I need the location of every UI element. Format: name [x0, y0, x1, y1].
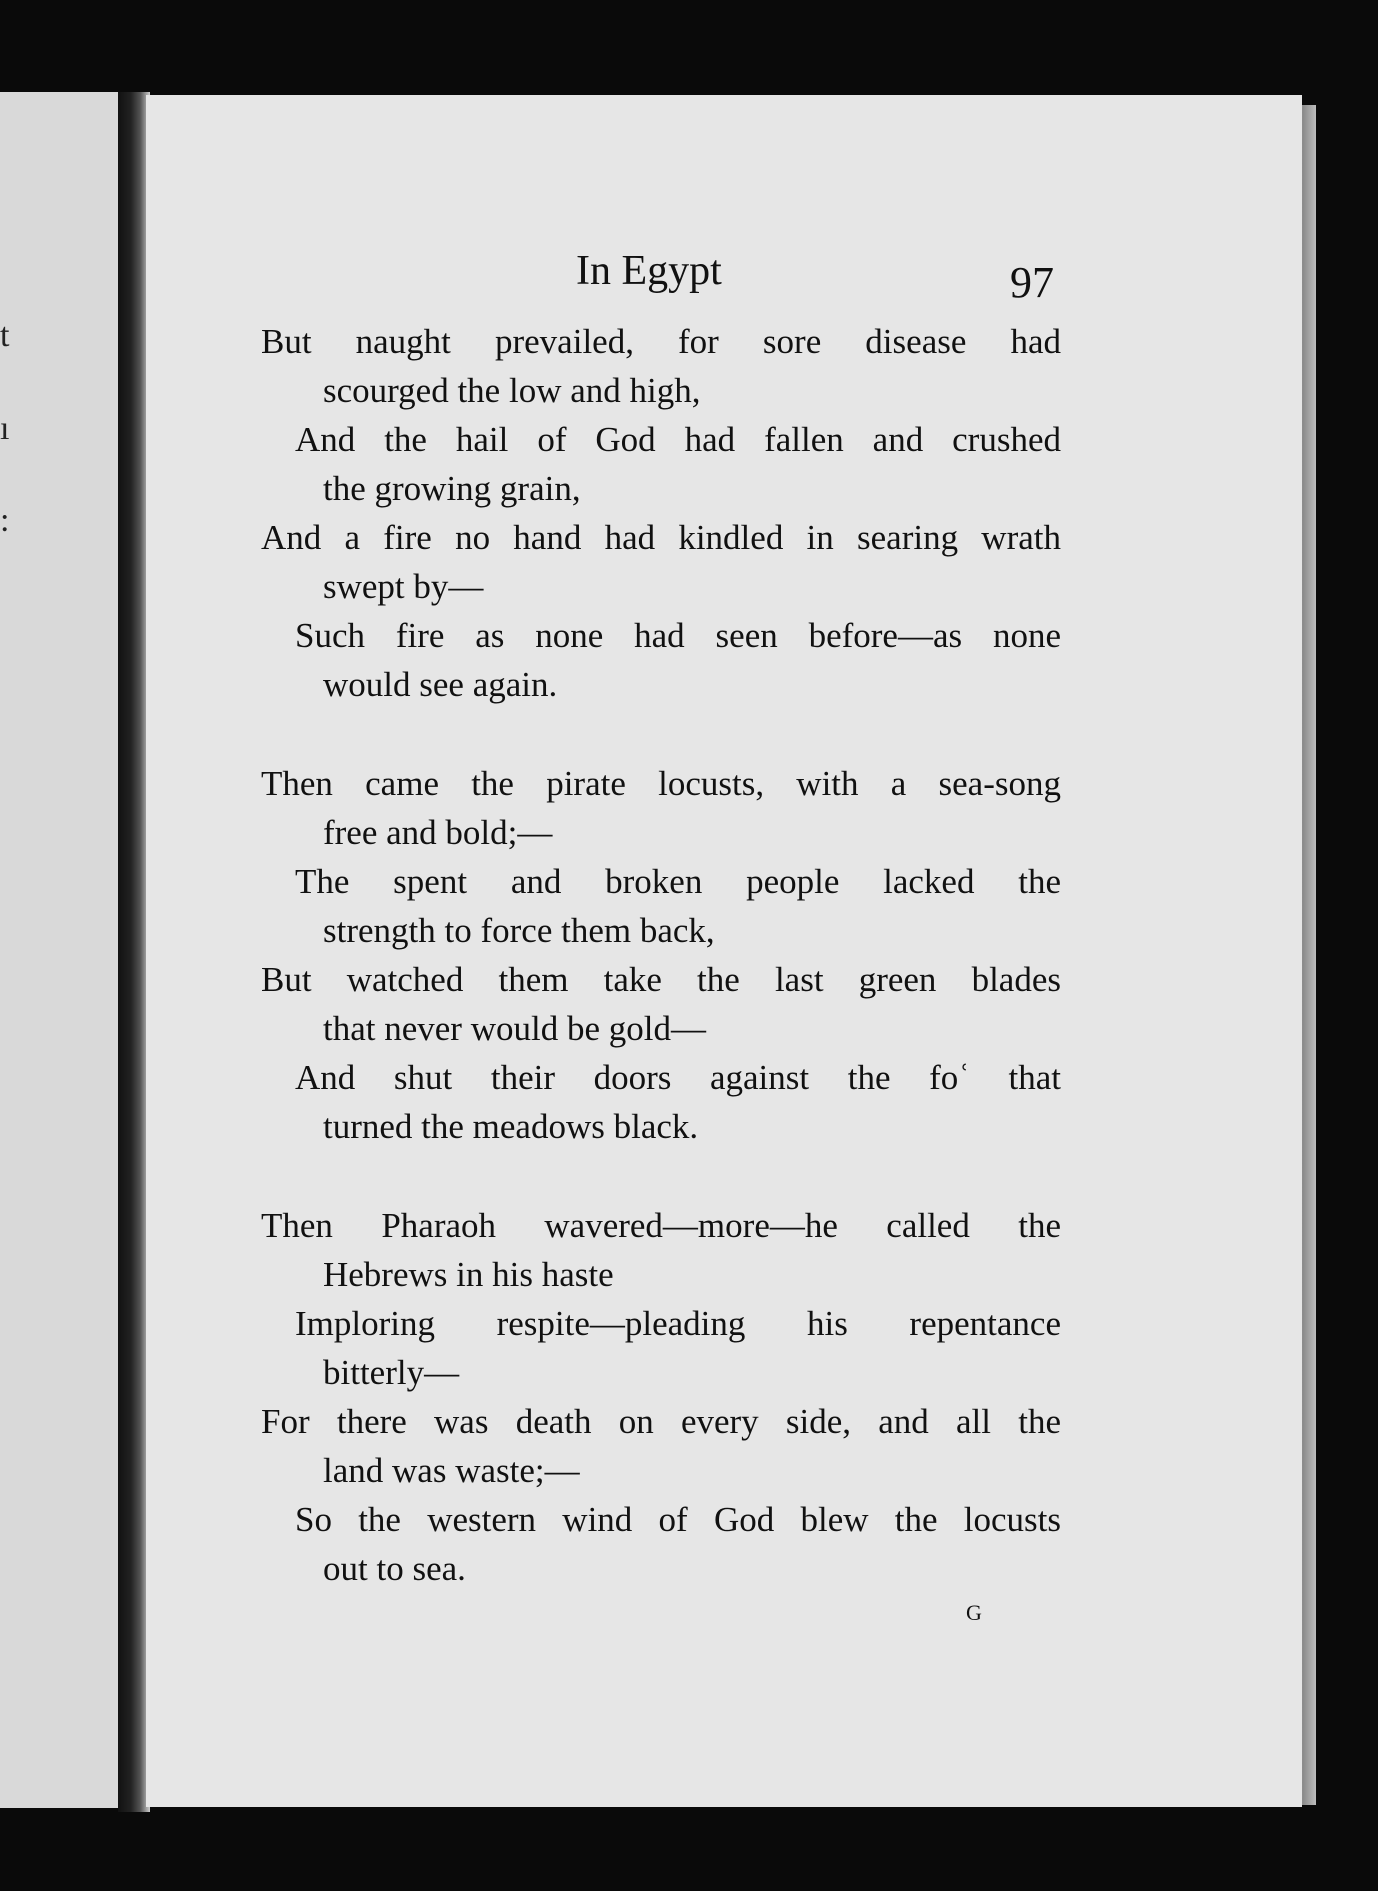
verse-line-continuation: the growing grain,	[323, 469, 581, 508]
facing-page-fragment: :	[0, 502, 10, 539]
verse-line: But naught prevailed, for sore disease had	[261, 322, 1061, 361]
verse-line-continuation: bitterly—	[323, 1353, 460, 1392]
page-number: 97	[1010, 258, 1054, 307]
facing-page-edge	[0, 92, 130, 1808]
verse-line-continuation: free and bold;—	[323, 813, 553, 852]
verse-line-continuation: swept by—	[323, 567, 484, 606]
verse-line-continuation: that never would be gold—	[323, 1009, 706, 1048]
verse-line: Then Pharaoh wavered—more—he called the	[261, 1206, 1061, 1245]
page-header	[146, 247, 1302, 317]
verse-line-continuation: land was waste;—	[323, 1451, 580, 1490]
verse-line-continuation: scourged the low and high,	[323, 371, 701, 410]
verse-line: And shut their doors against the foʿ that	[295, 1058, 1061, 1097]
facing-page-fragment: t	[0, 317, 10, 354]
signature-mark: G	[966, 1600, 982, 1625]
stanza	[261, 317, 1061, 709]
verse-line-continuation: would see again.	[323, 665, 558, 704]
running-title: In Egypt	[576, 248, 722, 294]
verse-line: Then came the pirate locusts, with a sea-song	[261, 764, 1061, 803]
verse-line-continuation: strength to force them back,	[323, 911, 715, 950]
stanza	[261, 1201, 1061, 1593]
verse-line: Such fire as none had seen before—as none	[295, 616, 1061, 655]
stanza	[261, 759, 1061, 1151]
verse-line: The spent and broken people lacked the	[295, 862, 1061, 901]
verse-line: But watched them take the last green blades	[261, 960, 1061, 999]
verse-line-continuation: Hebrews in his haste	[323, 1255, 614, 1294]
poem-body	[261, 317, 1061, 1643]
verse-line-continuation: turned the meadows black.	[323, 1107, 699, 1146]
book-page	[146, 95, 1302, 1807]
verse-line: So the western wind of God blew the locusts	[295, 1500, 1061, 1539]
verse-line: Imploring respite—pleading his repentance	[295, 1304, 1061, 1343]
verse-line-continuation: out to sea.	[323, 1549, 466, 1588]
verse-line: For there was death on every side, and all the	[261, 1402, 1061, 1441]
facing-page-fragment: ı	[0, 410, 10, 447]
verse-line: And the hail of God had fallen and crushed	[295, 420, 1061, 459]
verse-line: And a fire no hand had kindled in searing wrath	[261, 518, 1061, 557]
